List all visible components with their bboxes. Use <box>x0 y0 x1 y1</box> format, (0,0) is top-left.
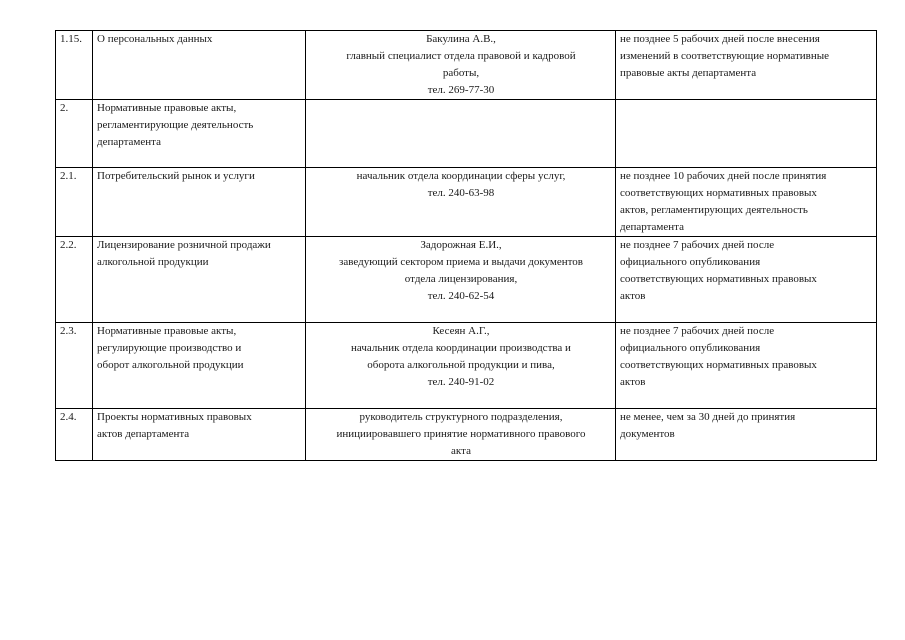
section-name-line: Проекты нормативных правовых <box>97 411 252 423</box>
responsible-line: главный специалист отдела правовой и кадровой <box>346 50 576 62</box>
table-row <box>56 237 877 323</box>
section-name-line: актов департамента <box>97 428 190 440</box>
deadline-line: соответствующих нормативных правовых <box>620 359 817 371</box>
responsible-line: акта <box>451 445 471 457</box>
section-name-line: Потребительский рынок и услуги <box>97 170 255 182</box>
responsible-cell <box>306 31 616 100</box>
row-number: 2.1. <box>56 168 93 237</box>
section-name-cell <box>93 100 306 168</box>
section-name-cell <box>93 168 306 237</box>
deadline-line: не менее, чем за 30 дней до принятия <box>620 411 796 423</box>
section-name-line: департамента <box>97 136 161 148</box>
deadline-cell <box>616 237 877 323</box>
table-row <box>56 31 877 100</box>
responsible-cell <box>306 100 616 168</box>
deadline-line: официального опубликования <box>620 342 761 354</box>
section-name-line: алкогольной продукции <box>97 256 209 268</box>
responsible-line: тел. 240-63-98 <box>427 187 495 199</box>
row-number: 1.15. <box>56 31 93 100</box>
table-row <box>56 323 877 409</box>
responsible-line: Задорожная Е.И., <box>420 239 502 251</box>
section-name-line: Лицензирование розничной продажи <box>97 239 271 251</box>
document-table <box>55 30 877 461</box>
table-row <box>56 168 877 237</box>
deadline-line: правовые акты департамента <box>620 67 757 79</box>
row-number: 2.3. <box>56 323 93 409</box>
deadline-line: актов <box>620 376 646 388</box>
section-name-line: Нормативные правовые акты, <box>97 325 237 337</box>
responsible-cell <box>306 409 616 461</box>
responsible-line: отдела лицензирования, <box>404 273 518 285</box>
responsible-line: начальник отдела координации сферы услуг, <box>356 170 566 182</box>
deadline-cell <box>616 100 877 168</box>
section-name-line: регламентирующие деятельность <box>97 119 254 131</box>
responsible-line: заведующий сектором приема и выдачи документов <box>339 256 583 268</box>
deadline-line: актов <box>620 290 646 302</box>
deadline-cell <box>616 323 877 409</box>
responsible-line: оборота алкогольной продукции и пива, <box>367 359 555 371</box>
deadline-line: документов <box>620 428 675 440</box>
responsible-line: инициировавшего принятие нормативного правового <box>336 428 586 440</box>
row-number: 2. <box>56 100 93 168</box>
deadline-line: актов, регламентирующих деятельность <box>620 204 808 216</box>
section-name-line: О персональных данных <box>97 33 213 45</box>
deadline-cell <box>616 409 877 461</box>
responsible-line: тел. 240-91-02 <box>427 376 495 388</box>
responsible-cell <box>306 168 616 237</box>
deadline-line: не позднее 5 рабочих дней после внесения <box>620 33 820 45</box>
responsible-line: Бакулина А.В., <box>426 33 496 45</box>
deadline-cell <box>616 168 877 237</box>
deadline-line: департамента <box>620 221 684 233</box>
deadline-line: соответствующих нормативных правовых <box>620 273 817 285</box>
responsible-line: тел. 269-77-30 <box>427 84 495 96</box>
responsible-line: начальник отдела координации производства и <box>351 342 571 354</box>
section-name-cell <box>93 409 306 461</box>
section-name-line: Нормативные правовые акты, <box>97 102 237 114</box>
deadline-cell <box>616 31 877 100</box>
table-row <box>56 100 877 168</box>
responsible-line: работы, <box>442 67 480 79</box>
responsible-cell <box>306 323 616 409</box>
row-number: 2.2. <box>56 237 93 323</box>
section-name-cell <box>93 323 306 409</box>
table-body <box>56 31 877 461</box>
deadline-line: изменений в соответствующие нормативные <box>620 50 830 62</box>
deadline-line: не позднее 10 рабочих дней после принятия <box>620 170 827 182</box>
deadline-line: не позднее 7 рабочих дней после <box>620 325 775 337</box>
responsible-cell <box>306 237 616 323</box>
section-name-cell <box>93 31 306 100</box>
responsible-line: тел. 240-62-54 <box>427 290 495 302</box>
section-name-cell <box>93 237 306 323</box>
row-number: 2.4. <box>56 409 93 461</box>
responsible-line: руководитель структурного подразделения, <box>359 411 563 423</box>
responsible-line: Кесеян А.Г., <box>432 325 490 337</box>
deadline-line: официального опубликования <box>620 256 761 268</box>
deadline-line: соответствующих нормативных правовых <box>620 187 817 199</box>
deadline-line: не позднее 7 рабочих дней после <box>620 239 775 251</box>
table-row <box>56 409 877 461</box>
section-name-line: оборот алкогольной продукции <box>97 359 244 371</box>
section-name-line: регулирующие производство и <box>97 342 242 354</box>
